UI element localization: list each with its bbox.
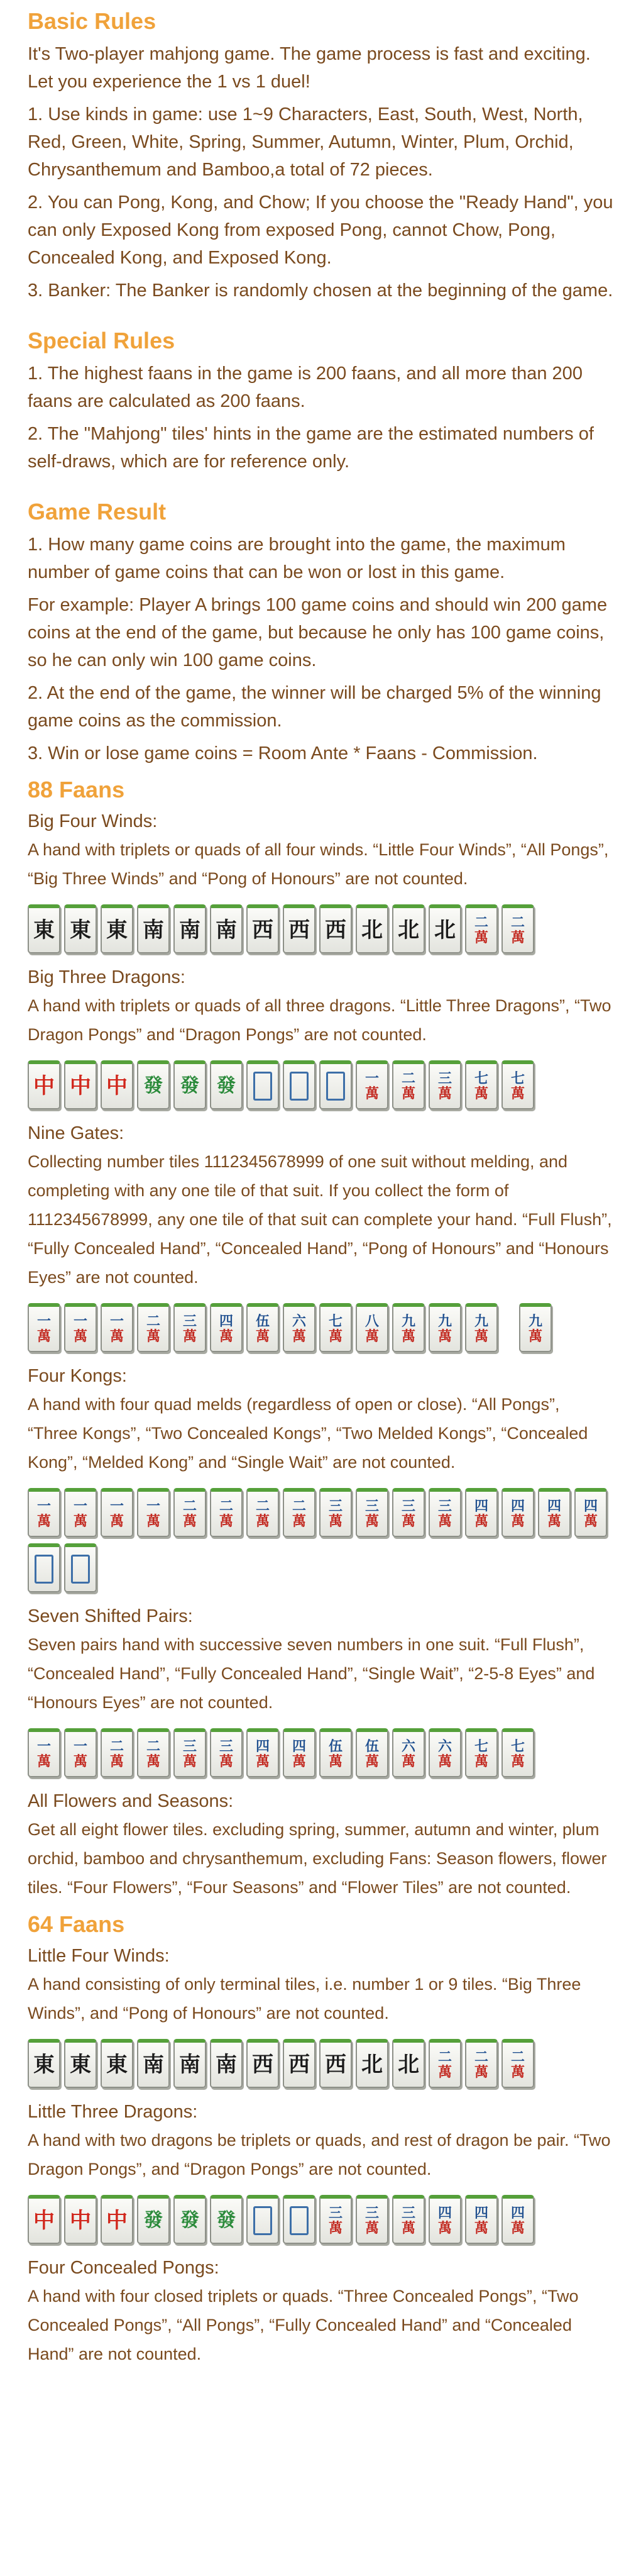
wind-tile-icon: 西	[283, 904, 315, 953]
character-tile-icon: 二 萬	[137, 1728, 170, 1777]
basic-rules-paragraph: 3. Banker: The Banker is randomly chosen at the beginning of the game.	[28, 280, 613, 301]
character-tile-icon: 七 萬	[465, 1060, 498, 1109]
character-tile-icon: 四 萬	[501, 1488, 534, 1537]
character-tile-icon: 九 萬	[519, 1303, 552, 1352]
green-dragon-tile-icon: 發	[210, 2195, 243, 2244]
character-tile-icon: 四 萬	[538, 1488, 571, 1537]
character-tile-icon: 三 萬	[319, 2195, 352, 2244]
green-dragon-tile-icon: 發	[137, 2195, 170, 2244]
wind-tile-icon: 東	[28, 904, 60, 953]
character-tile-icon: 二 萬	[501, 904, 534, 953]
character-tile-icon: 伍 萬	[246, 1303, 279, 1352]
wind-tile-icon: 東	[64, 2039, 97, 2088]
red-dragon-tile-icon: 中	[64, 1060, 97, 1109]
tile-row	[28, 1488, 613, 1592]
character-tile-icon: 伍 萬	[319, 1728, 352, 1777]
character-tile-icon: 二 萬	[210, 1488, 243, 1537]
character-tile-icon: 三 萬	[429, 1488, 461, 1537]
character-tile-icon: 九 萬	[429, 1303, 461, 1352]
tile-row	[28, 904, 613, 953]
character-tile-icon: 二 萬	[465, 2039, 498, 2088]
wind-tile-icon: 北	[392, 2039, 425, 2088]
character-tile-icon: 九 萬	[465, 1303, 498, 1352]
faan-group-title: 88 Faans	[28, 777, 125, 802]
tile-row	[28, 1060, 613, 1109]
green-dragon-tile-icon: 發	[137, 1060, 170, 1109]
character-tile-icon: 一 萬	[28, 1488, 60, 1537]
game-result-paragraph: 2. At the end of the game, the winner will be charged 5% of the winning game coins as the commission.	[28, 683, 601, 731]
character-tile-icon: 一 萬	[64, 1303, 97, 1352]
faan-group-title: 64 Faans	[28, 1911, 125, 1937]
special-rules-paragraph: 1. The highest faans in the game is 200 faans, and all more than 200 faans are calculated as 200 faans.	[28, 364, 583, 411]
character-tile-icon: 一 萬	[356, 1060, 388, 1109]
wind-tile-icon: 東	[64, 904, 97, 953]
hand-description: A hand with two dragons be triplets or quads, and rest of dragon be pair. “Two Dragon Pongs”, and “Dragon Pongs” are not counted.	[28, 2131, 611, 2179]
hand-name: Little Four Winds:	[28, 1946, 170, 1966]
character-tile-icon: 四 萬	[465, 1488, 498, 1537]
character-tile-icon: 三 萬	[429, 1060, 461, 1109]
special-rules-title: Special Rules	[28, 328, 175, 353]
red-dragon-tile-icon: 中	[28, 1060, 60, 1109]
green-dragon-tile-icon: 發	[173, 2195, 206, 2244]
white-dragon-tile-icon	[64, 1543, 97, 1592]
character-tile-icon: 六 萬	[429, 1728, 461, 1777]
character-tile-icon: 一 萬	[28, 1728, 60, 1777]
character-tile-icon: 伍 萬	[356, 1728, 388, 1777]
character-tile-icon: 二 萬	[246, 1488, 279, 1537]
character-tile-icon: 七 萬	[501, 1728, 534, 1777]
wind-tile-icon: 北	[429, 904, 461, 953]
character-tile-icon: 一 萬	[137, 1488, 170, 1537]
basic-rules-title: Basic Rules	[28, 8, 156, 34]
hand-description: A hand with triplets or quads of all three dragons. “Little Three Dragons”, “Two Dragon Pongs” and “Dragon Pongs” are not counted.	[28, 996, 611, 1044]
character-tile-icon: 三 萬	[173, 1728, 206, 1777]
character-tile-icon: 一 萬	[64, 1728, 97, 1777]
game-result-paragraph: 3. Win or lose game coins = Room Ante * Faans - Commission.	[28, 743, 538, 763]
game-result-paragraph: 1. How many game coins are brought into the game, the maximum number of game coins that can be won or lost in this game.	[28, 535, 566, 582]
white-dragon-tile-icon	[246, 2195, 279, 2244]
character-tile-icon: 七 萬	[501, 1060, 534, 1109]
character-tile-icon: 四 萬	[574, 1488, 607, 1537]
hand-description: A hand with four closed triplets or quads. “Three Concealed Pongs”, “Two Concealed Pongs”, “All Pongs”, “Fully Concealed Hand” and “Concealed Hand” are not counted.	[28, 2287, 579, 2363]
white-dragon-tile-icon	[246, 1060, 279, 1109]
white-dragon-tile-icon	[283, 2195, 315, 2244]
wind-tile-icon: 南	[210, 904, 243, 953]
hand-name: Four Kongs:	[28, 1366, 127, 1386]
special-rules-paragraph: 2. The "Mahjong" tiles' hints in the game are the estimated numbers of self-draws, which are for reference only.	[28, 424, 594, 472]
character-tile-icon: 四 萬	[429, 2195, 461, 2244]
character-tile-icon: 二 萬	[101, 1728, 133, 1777]
wind-tile-icon: 東	[101, 904, 133, 953]
white-dragon-tile-icon	[319, 1060, 352, 1109]
character-tile-icon: 一 萬	[101, 1303, 133, 1352]
character-tile-icon: 四 萬	[210, 1303, 243, 1352]
hand-description: A hand with four quad melds (regardless of open or close). “All Pongs”, “Three Kongs”, “Two Concealed Kongs”, “Two Melded Kongs”, “Concealed Kong”, “Melded Kong” and “Single Wait” are not counted.	[28, 1395, 588, 1472]
character-tile-icon: 三 萬	[356, 2195, 388, 2244]
basic-rules-paragraph: 1. Use kinds in game: use 1~9 Characters, East, South, West, North, Red, Green, White, Spring, Summer, Autumn, Winter, Plum, Orchid, Chrysanthemum and Bamboo,a total of 72 pieces.	[28, 104, 583, 180]
hand-description: A hand with triplets or quads of all four winds. “Little Four Winds”, “All Pongs”, “Big Three Winds” and “Pong of Honours” are not counted.	[28, 840, 609, 888]
character-tile-icon: 三 萬	[356, 1488, 388, 1537]
character-tile-icon: 四 萬	[501, 2195, 534, 2244]
character-tile-icon: 四 萬	[465, 2195, 498, 2244]
basic-rules-paragraph: It's Two-player mahjong game. The game process is fast and exciting. Let you experience the 1 vs 1 duel!	[28, 44, 591, 92]
character-tile-icon: 二 萬	[173, 1488, 206, 1537]
wind-tile-icon: 東	[28, 2039, 60, 2088]
character-tile-icon: 四 萬	[283, 1728, 315, 1777]
character-tile-icon: 二 萬	[465, 904, 498, 953]
wind-tile-icon: 北	[356, 904, 388, 953]
character-tile-icon: 九 萬	[392, 1303, 425, 1352]
character-tile-icon: 二 萬	[392, 1060, 425, 1109]
wind-tile-icon: 南	[173, 2039, 206, 2088]
wind-tile-icon: 南	[210, 2039, 243, 2088]
game-result-title: Game Result	[28, 499, 167, 525]
white-dragon-tile-icon	[28, 1543, 60, 1592]
character-tile-icon: 二 萬	[501, 2039, 534, 2088]
character-tile-icon: 六 萬	[283, 1303, 315, 1352]
character-tile-icon: 二 萬	[429, 2039, 461, 2088]
character-tile-icon: 一 萬	[64, 1488, 97, 1537]
wind-tile-icon: 南	[137, 904, 170, 953]
hand-name: Big Three Dragons:	[28, 967, 185, 987]
wind-tile-icon: 西	[319, 2039, 352, 2088]
wind-tile-icon: 北	[392, 904, 425, 953]
character-tile-icon: 三 萬	[210, 1728, 243, 1777]
character-tile-icon: 七 萬	[465, 1728, 498, 1777]
hand-name: Nine Gates:	[28, 1123, 124, 1143]
game-result-paragraph: For example: Player A brings 100 game coins and should win 200 game coins at the end of the game, but because he only has 100 game coins, so he can only win 100 game coins.	[28, 595, 608, 670]
character-tile-icon: 七 萬	[319, 1303, 352, 1352]
white-dragon-tile-icon	[283, 1060, 315, 1109]
hand-description: Get all eight flower tiles. excluding spring, summer, autumn and winter, plum orchid, bamboo and chrysanthemum, excluding Fans: Season flowers, flower tiles. “Four Flowers”, “Four Seasons” and “Flower Tiles” are not counted.	[28, 1820, 607, 1897]
character-tile-icon: 三 萬	[173, 1303, 206, 1352]
hand-name: Seven Shifted Pairs:	[28, 1606, 193, 1626]
wind-tile-icon: 西	[246, 904, 279, 953]
hand-name: Big Four Winds:	[28, 811, 158, 831]
wind-tile-icon: 西	[283, 2039, 315, 2088]
wind-tile-icon: 西	[246, 2039, 279, 2088]
character-tile-icon: 八 萬	[356, 1303, 388, 1352]
green-dragon-tile-icon: 發	[173, 1060, 206, 1109]
wind-tile-icon: 南	[137, 2039, 170, 2088]
basic-rules-paragraph: 2. You can Pong, Kong, and Chow; If you choose the "Ready Hand", you can only Exposed Kong from exposed Pong, cannot Chow, Pong, Concealed Kong, and Exposed Kong.	[28, 192, 613, 268]
red-dragon-tile-icon: 中	[28, 2195, 60, 2244]
tile-row	[28, 1303, 613, 1352]
character-tile-icon: 二 萬	[283, 1488, 315, 1537]
character-tile-icon: 四 萬	[246, 1728, 279, 1777]
hand-description: Seven pairs hand with successive seven numbers in one suit. “Full Flush”, “Concealed Hand”, “Fully Concealed Hand”, “Single Wait”, “2-5-8 Eyes” and “Honours Eyes” are not counted.	[28, 1635, 595, 1712]
character-tile-icon: 一 萬	[28, 1303, 60, 1352]
hand-description: A hand consisting of only terminal tiles, i.e. number 1 or 9 tiles. “Big Three Winds”, and “Pong of Honours” are not counted.	[28, 1975, 581, 2023]
tile-row	[28, 1728, 613, 1777]
wind-tile-icon: 西	[319, 904, 352, 953]
character-tile-icon: 六 萬	[392, 1728, 425, 1777]
character-tile-icon: 二 萬	[137, 1303, 170, 1352]
hand-name: Four Concealed Pongs:	[28, 2258, 219, 2278]
tile-row	[28, 2195, 613, 2244]
faan-groups	[28, 776, 613, 2368]
hand-description: Collecting number tiles 1112345678999 of one suit without melding, and completing with any one tile of that suit. If you collect the form of 1112345678999, any one tile of that suit can complete your hand. “Full Flush”, “Fully Concealed Hand”, “Concealed Hand”, “Pong of Honours” and “Honours Eyes” are not counted.	[28, 1152, 612, 1287]
tile-row	[28, 2039, 613, 2088]
character-tile-icon: 三 萬	[319, 1488, 352, 1537]
character-tile-icon: 三 萬	[392, 1488, 425, 1537]
character-tile-icon: 一 萬	[101, 1488, 133, 1537]
red-dragon-tile-icon: 中	[64, 2195, 97, 2244]
wind-tile-icon: 南	[173, 904, 206, 953]
green-dragon-tile-icon: 發	[210, 1060, 243, 1109]
red-dragon-tile-icon: 中	[101, 2195, 133, 2244]
wind-tile-icon: 東	[101, 2039, 133, 2088]
hand-name: All Flowers and Seasons:	[28, 1791, 234, 1811]
hand-name: Little Three Dragons:	[28, 2102, 198, 2122]
wind-tile-icon: 北	[356, 2039, 388, 2088]
character-tile-icon: 三 萬	[392, 2195, 425, 2244]
red-dragon-tile-icon: 中	[101, 1060, 133, 1109]
